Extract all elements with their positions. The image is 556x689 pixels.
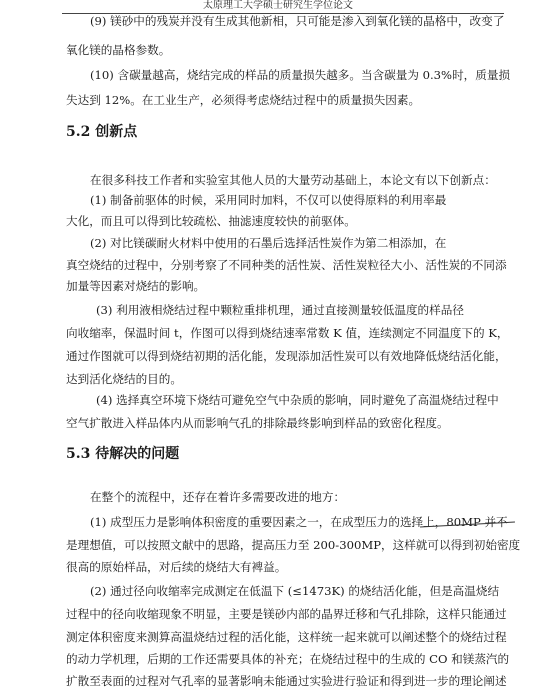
text-line: 测定体积密度来测算高温烧结过程的活化能，这样统一起来就可以阐述整个的烧结过程: [66, 630, 507, 644]
text-line: 在很多科技工作者和实验室其他人员的大量劳动基础上，本论文有以下创新点：: [90, 173, 496, 187]
text-line: 加量等因素对烧结的影响。: [66, 279, 206, 293]
text-line: 很高的原始样品，对后续的烧结大有裨益。: [66, 560, 287, 574]
text-line: 扩散至表面的过程对气孔率的显著影响未能通过实验进行验证和得到进一步的理论阐述: [66, 674, 507, 688]
text-line: (2) 对比镁碳耐火材料中使用的石墨后选择活性炭作为第二相添加，在: [90, 236, 447, 250]
running-header: 太原理工大学硕士研究生学位论文: [203, 0, 353, 10]
text-line: (1) 制备前驱体的时候，采用同时加料，不仅可以使得原料的利用率最: [90, 193, 447, 207]
text-line: (4) 选择真空环境下烧结可避免空气中杂质的影响，同时避免了高温烧结过程中: [96, 393, 499, 407]
text-line: (2) 通过径向收缩率完成测定在低温下 (≤1473K) 的烧结活化能，但是高温烧结: [90, 584, 500, 598]
text-line: 的动力学机理，后期的工作还需要具体的补充；在烧结过程中的生成的 CO 和镁蒸汽的: [66, 652, 510, 666]
section-heading: 5.2 创新点: [66, 124, 138, 140]
text-line: 空气扩散进入样品体内从而影响气孔的排除最终影响到样品的致密化程度。: [66, 416, 449, 430]
text-line: (9) 镁砂中的残炭并没有生成其他新相，只可能是渗入到氧化镁的晶格中，改变了: [90, 14, 505, 28]
section-heading: 5.3 待解决的问题: [66, 446, 180, 462]
text-line: 氧化镁的晶格参数。: [66, 43, 171, 57]
text-line: 真空烧结的过程中，分别考察了不同种类的活性炭、活性炭粒径大小、活性炭的不同添: [66, 258, 507, 272]
text-line: (1) 成型压力是影响体积密度的重要因素之一，在成型压力的选择上，80MP 并不: [90, 515, 508, 529]
text-line: 达到活化烧结的目的。: [66, 372, 182, 386]
text-line: (10) 含碳量越高，烧结完成的样品的质量损失越多。当含碳量为 0.3%时，质量损: [90, 68, 511, 82]
text-line: 向收缩率，保温时间 t，作图可以得到烧结速率常数 K 值，连续测定不同温度下的 K，: [66, 326, 509, 340]
text-line: 大化，而且可以得到比较疏松、抽滤速度较快的前驱体。: [66, 214, 356, 228]
text-line: 是理想值，可以按照文献中的思路，提高压力至 200-300MP，这样就可以得到初始密度: [66, 538, 521, 552]
text-line: 过程中的径向收缩现象不明显，主要是镁砂内部的晶界迁移和气孔排除，这样只能通过: [66, 607, 507, 621]
text-line: 通过作图就可以得到烧结初期的活化能，发现添加活性炭可以有效地降低烧结活化能，: [66, 349, 507, 363]
text-line: 在整个的流程中，还存在着许多需要改进的地方：: [90, 490, 346, 504]
text-line: 失达到 12%。在工业生产，必须得考虑烧结过程中的质量损失因素。: [66, 93, 421, 107]
text-line: (3) 利用液相烧结过程中颗粒重排机理，通过直接测量较低温度的样品径: [96, 303, 464, 317]
